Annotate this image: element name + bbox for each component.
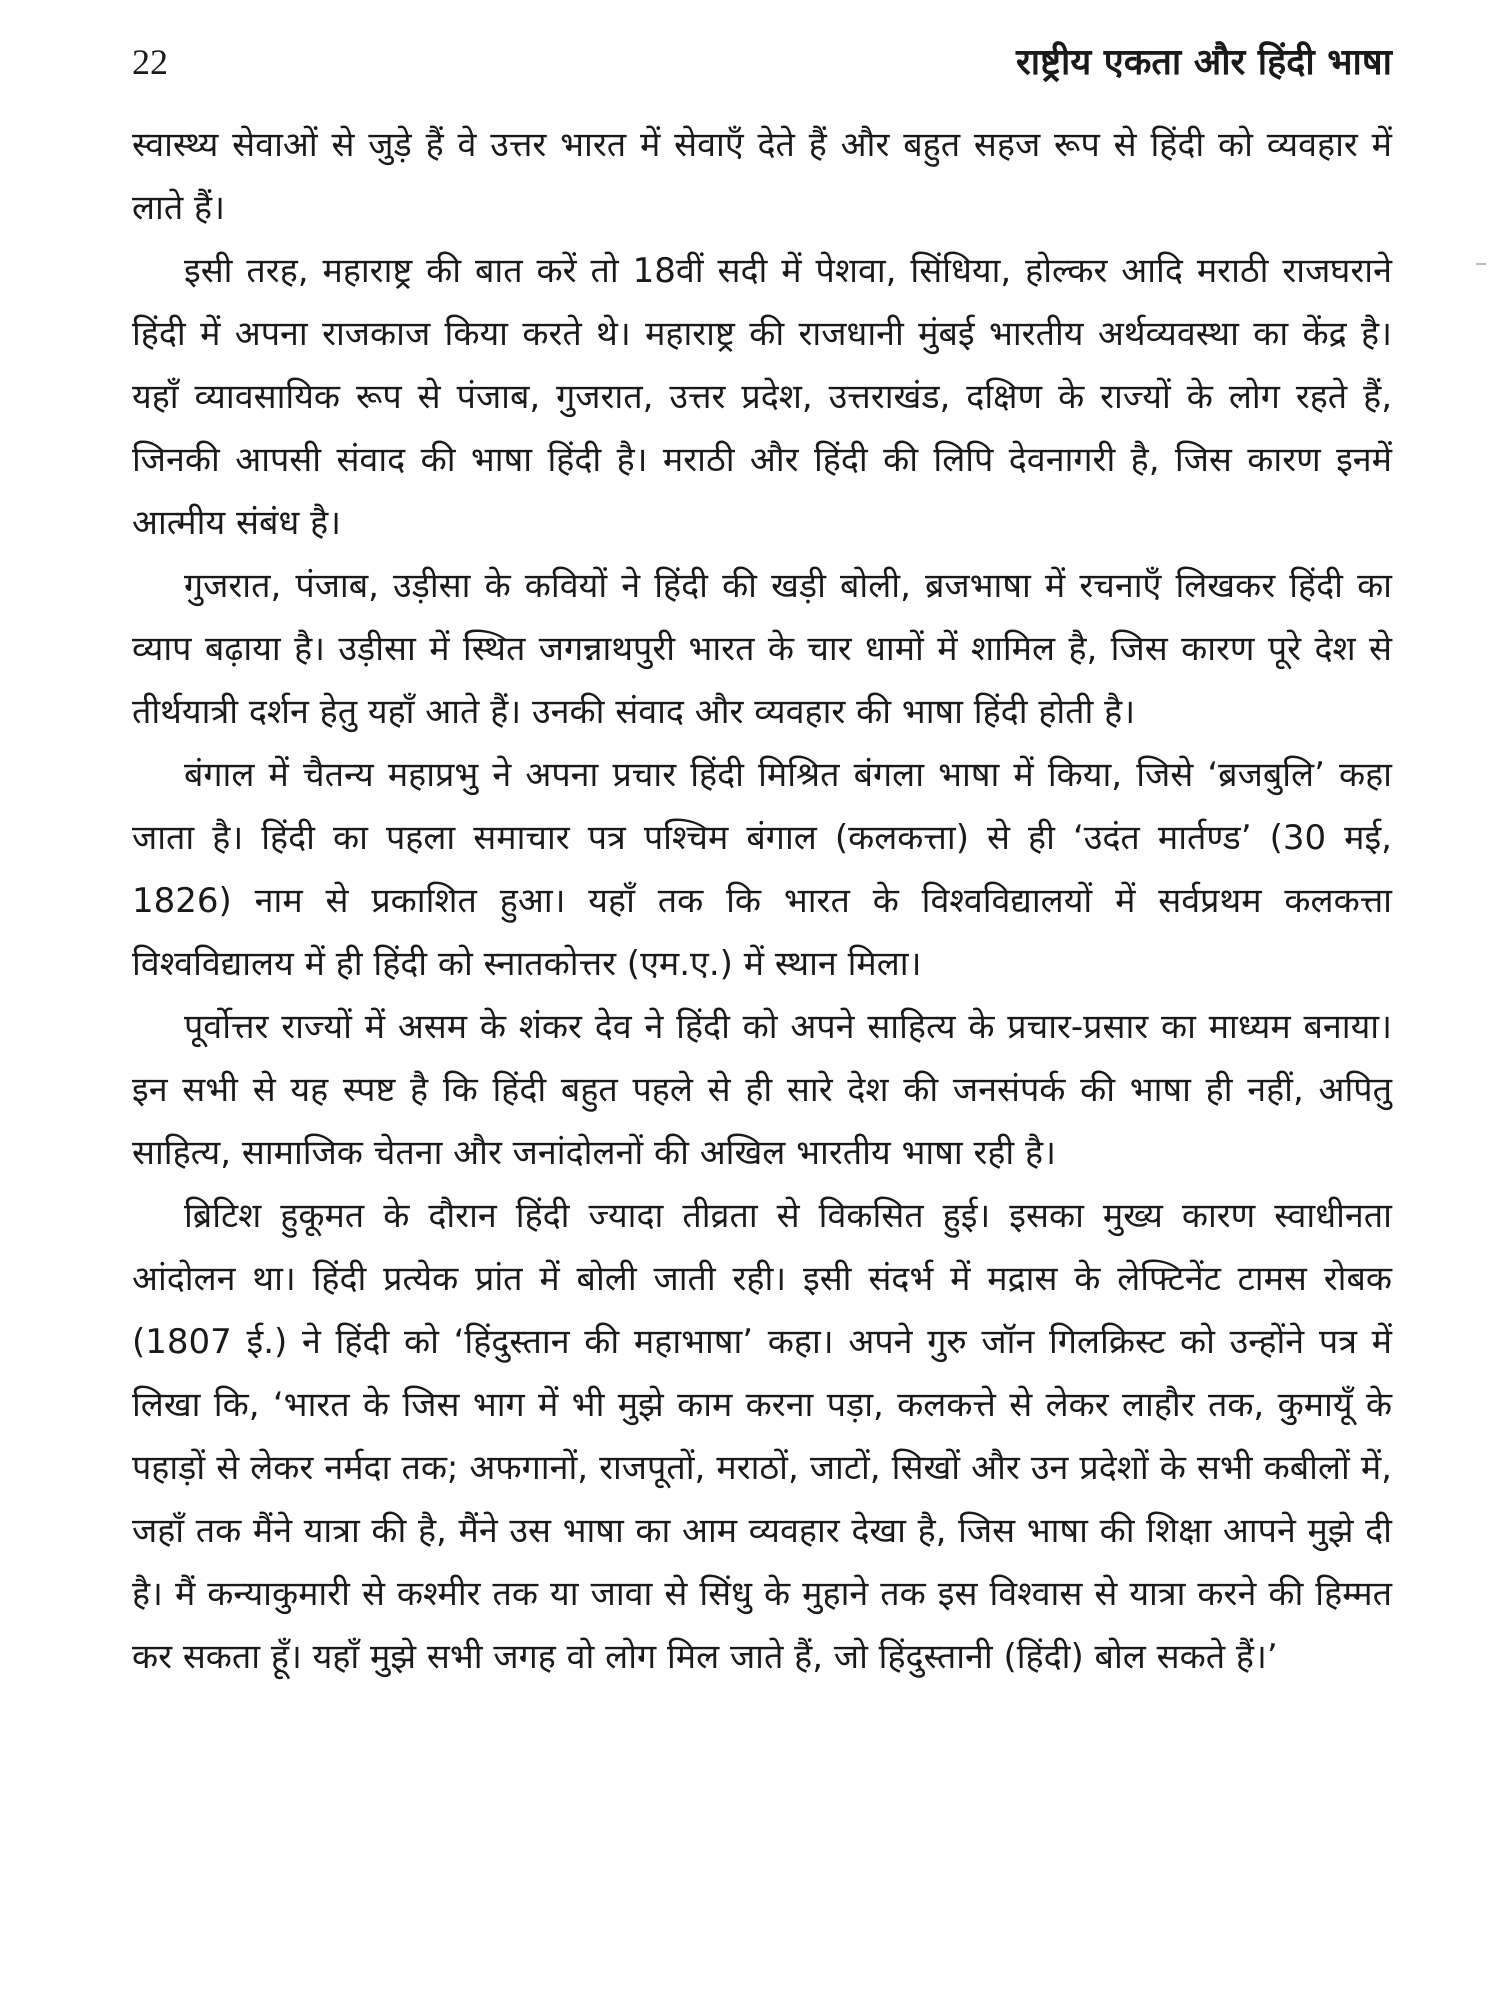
paragraph-gujarat-punjab-odisha: गुजरात, पंजाब, उड़ीसा के कवियों ने हिंदी की खड़ी बोली, ब्रजभाषा में रचनाएँ लिखकर हिंदी का व्याप बढ़ाया है। उड़ीसा में स्थित जगन्नाथपुरी भारत के चार धामों में शामिल है, जिस कारण पूरे देश से तीर्थयात्री दर्शन हेतु यहाँ आते हैं। उनकी संवाद और व्यवहार की भाषा हिंदी होती है। <box>132 566 1392 732</box>
paragraph-british-rule: ब्रिटिश हुकूमत के दौरान हिंदी ज्यादा तीव्रता से विकसित हुई। इसका मुख्य कारण स्वाधीनता आंदोलन था। हिंदी प्रत्येक प्रांत में बोली जाती रही। इसी संदर्भ में मद्रास के लेफ्टिनेंट टामस रोबक (1807 ई.) ने हिंदी को ‘हिंदुस्तान की महाभाषा’ कहा। अपने गुरु जॉन गिलक्रिस्ट को उन्होंने पत्र में लिखा कि, ‘भारत के जिस भाग में भी मुझे काम करना पड़ा, कलकत्ते से लेकर लाहौर तक, कुमायूँ के पहाड़ों से लेकर नर्मदा तक; अफगानों, राजपूतों, मराठों, जाटों, सिखों और उन प्रदेशों के सभी कबीलों में, जहाँ तक मैंने यात्रा की है, मैंने उस भाषा का आम व्यवहार देखा है, जिस भाषा की शिक्षा आपने मुझे दी है। मैं कन्याकुमारी से कश्मीर तक या जावा से सिंधु के मुहाने तक इस विश्वास से यात्रा करने की हिम्मत कर सकता हूँ। यहाँ मुझे सभी जगह वो लोग मिल जाते हैं, जो हिंदुस्तानी (हिंदी) बोल सकते हैं।’ <box>132 1196 1392 1677</box>
book-page <box>132 36 1392 1689</box>
paragraph-northeast: पूर्वोत्तर राज्यों में असम के शंकर देव ने हिंदी को अपने साहित्य के प्रचार-प्रसार का माध्यम बनाया। इन सभी से यह स्पष्ट है कि हिंदी बहुत पहले से ही सारे देश की जनसंपर्क की भाषा ही नहीं, अपितु साहित्य, सामाजिक चेतना और जनांदोलनों की अखिल भारतीय भाषा रही है। <box>132 1007 1392 1173</box>
page-body <box>132 114 1392 1689</box>
page-header <box>132 36 1392 100</box>
running-title: राष्ट्रीय एकता और हिंदी भाषा <box>1015 42 1392 83</box>
page-number: 22 <box>132 42 168 82</box>
scan-mark <box>1476 263 1486 265</box>
paragraph-maharashtra: इसी तरह, महाराष्ट्र की बात करें तो 18वीं सदी में पेशवा, सिंधिया, होल्कर आदि मराठी राजघराने हिंदी में अपना राजकाज किया करते थे। महाराष्ट्र की राजधानी मुंबई भारतीय अर्थव्यवस्था का केंद्र है। यहाँ व्यावसायिक रूप से पंजाब, गुजरात, उत्तर प्रदेश, उत्तराखंड, दक्षिण के राज्यों के लोग रहते हैं, जिनकी आपसी संवाद की भाषा हिंदी है। मराठी और हिंदी की लिपि देवनागरी है, जिस कारण इनमें आत्मीय संबंध है। <box>132 251 1392 543</box>
paragraph-bengal: बंगाल में चैतन्य महाप्रभु ने अपना प्रचार हिंदी मिश्रित बंगला भाषा में किया, जिसे ‘ब्रजबुलि’ कहा जाता है। हिंदी का पहला समाचार पत्र पश्चिम बंगाल (कलकत्ता) से ही ‘उदंत मार्तण्ड’ (30 मई, 1826) नाम से प्रकाशित हुआ। यहाँ तक कि भारत के विश्वविद्यालयों में सर्वप्रथम कलकत्ता विश्वविद्यालय में ही हिंदी को स्नातकोत्तर (एम.ए.) में स्थान मिला। <box>132 755 1392 984</box>
paragraph-continued: स्वास्थ्य सेवाओं से जुड़े हैं वे उत्तर भारत में सेवाएँ देते हैं और बहुत सहज रूप से हिंदी को व्यवहार में लाते हैं। <box>132 125 1392 228</box>
